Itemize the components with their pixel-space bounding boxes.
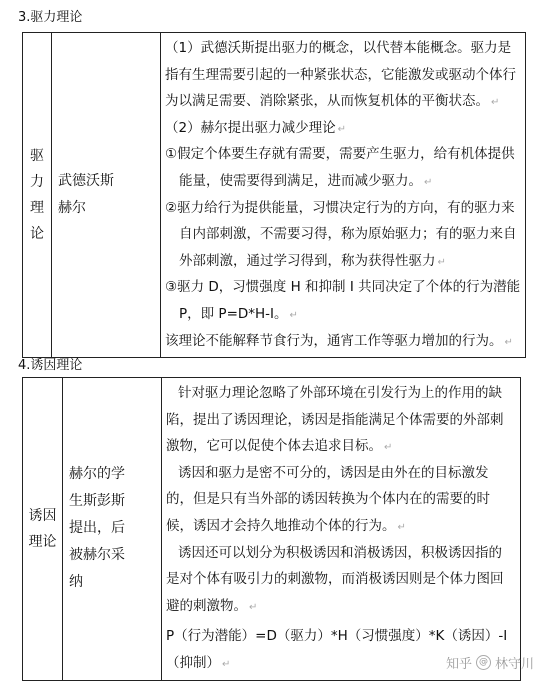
at-icon: @ — [476, 655, 491, 670]
watermark-site: 知乎 — [445, 657, 472, 672]
person-cell: 武德沃斯 赫尔 — [52, 33, 161, 358]
category-label: 驱 力 理 论 — [30, 148, 44, 243]
drive-theory-table — [22, 32, 526, 358]
category-cell — [23, 33, 52, 358]
content-cell: （1）武德沃斯提出驱力的概念，以代替本能概念。驱力是 指有生理需要引起的一种紧张状态，它能激发或驱动个体行 为以满足需要、消除紧张，从而恢复机体的平衡状态。 ↵ （2）赫尔提出驱力减少理论 ↵ ①假定个体要生存就有需要，需要产生驱力，给有机体提供 能量，使需要得到满足，进而减少驱力。 ↵ ②驱力给行为提供能量，习惯决定行为的方向，有的驱力来 自内部刺激，不需要习得，称为原始驱力；有的驱力来自 外部刺激，通过学习得到，称为获得性驱力 ↵ ③驱力 D，习惯强度 H 和抑制 I 共同决定了个体的行为潜能 P，即 P=D*H-I。 ↵ 该理论不能解释节食行为，通宵工作等驱力增加的行为。 ↵ — [161, 33, 526, 358]
section4-title: 4.诱因理论 — [18, 358, 83, 373]
incentive-theory-table — [22, 377, 521, 681]
watermark-author: 林守川 — [494, 657, 534, 672]
person-cell: 赫尔的学 生斯彭斯 提出，后 被赫尔采 纳 — [63, 378, 162, 681]
table-row — [23, 378, 521, 681]
category-label: 诱因 理论 — [28, 507, 57, 550]
table-row — [23, 33, 526, 358]
content-cell: 针对驱力理论忽略了外部环境在引发行为上的作用的缺 陷，提出了诱因理论，诱因是指能满足个体需要的外部刺 激物，它可以促使个体去追求目标。 ↵ 诱因和驱力是密不可分的，诱因是由外在的目标激发 的，但是只有当外部的诱因转换为个体内在的需要的时 候，诱因才会持久地推动个体的行为。 ↵ 诱因还可以划分为积极诱因和消极诱因，积极诱因指的 是对个体有吸引力的刺激物，而消极诱因则是个体力图回 避的刺激物。 ↵ P（行为潜能）=D（驱力）*H（习惯强度）*K（诱因）-I （抑制） ↵ — [162, 378, 521, 681]
paragraph-line: （1）武德沃斯提出驱力的概念，以代替本能概念。驱力是 — [165, 40, 512, 56]
watermark — [446, 653, 534, 672]
category-cell — [23, 378, 63, 681]
section3-title: 3.驱力理论 — [18, 10, 83, 25]
